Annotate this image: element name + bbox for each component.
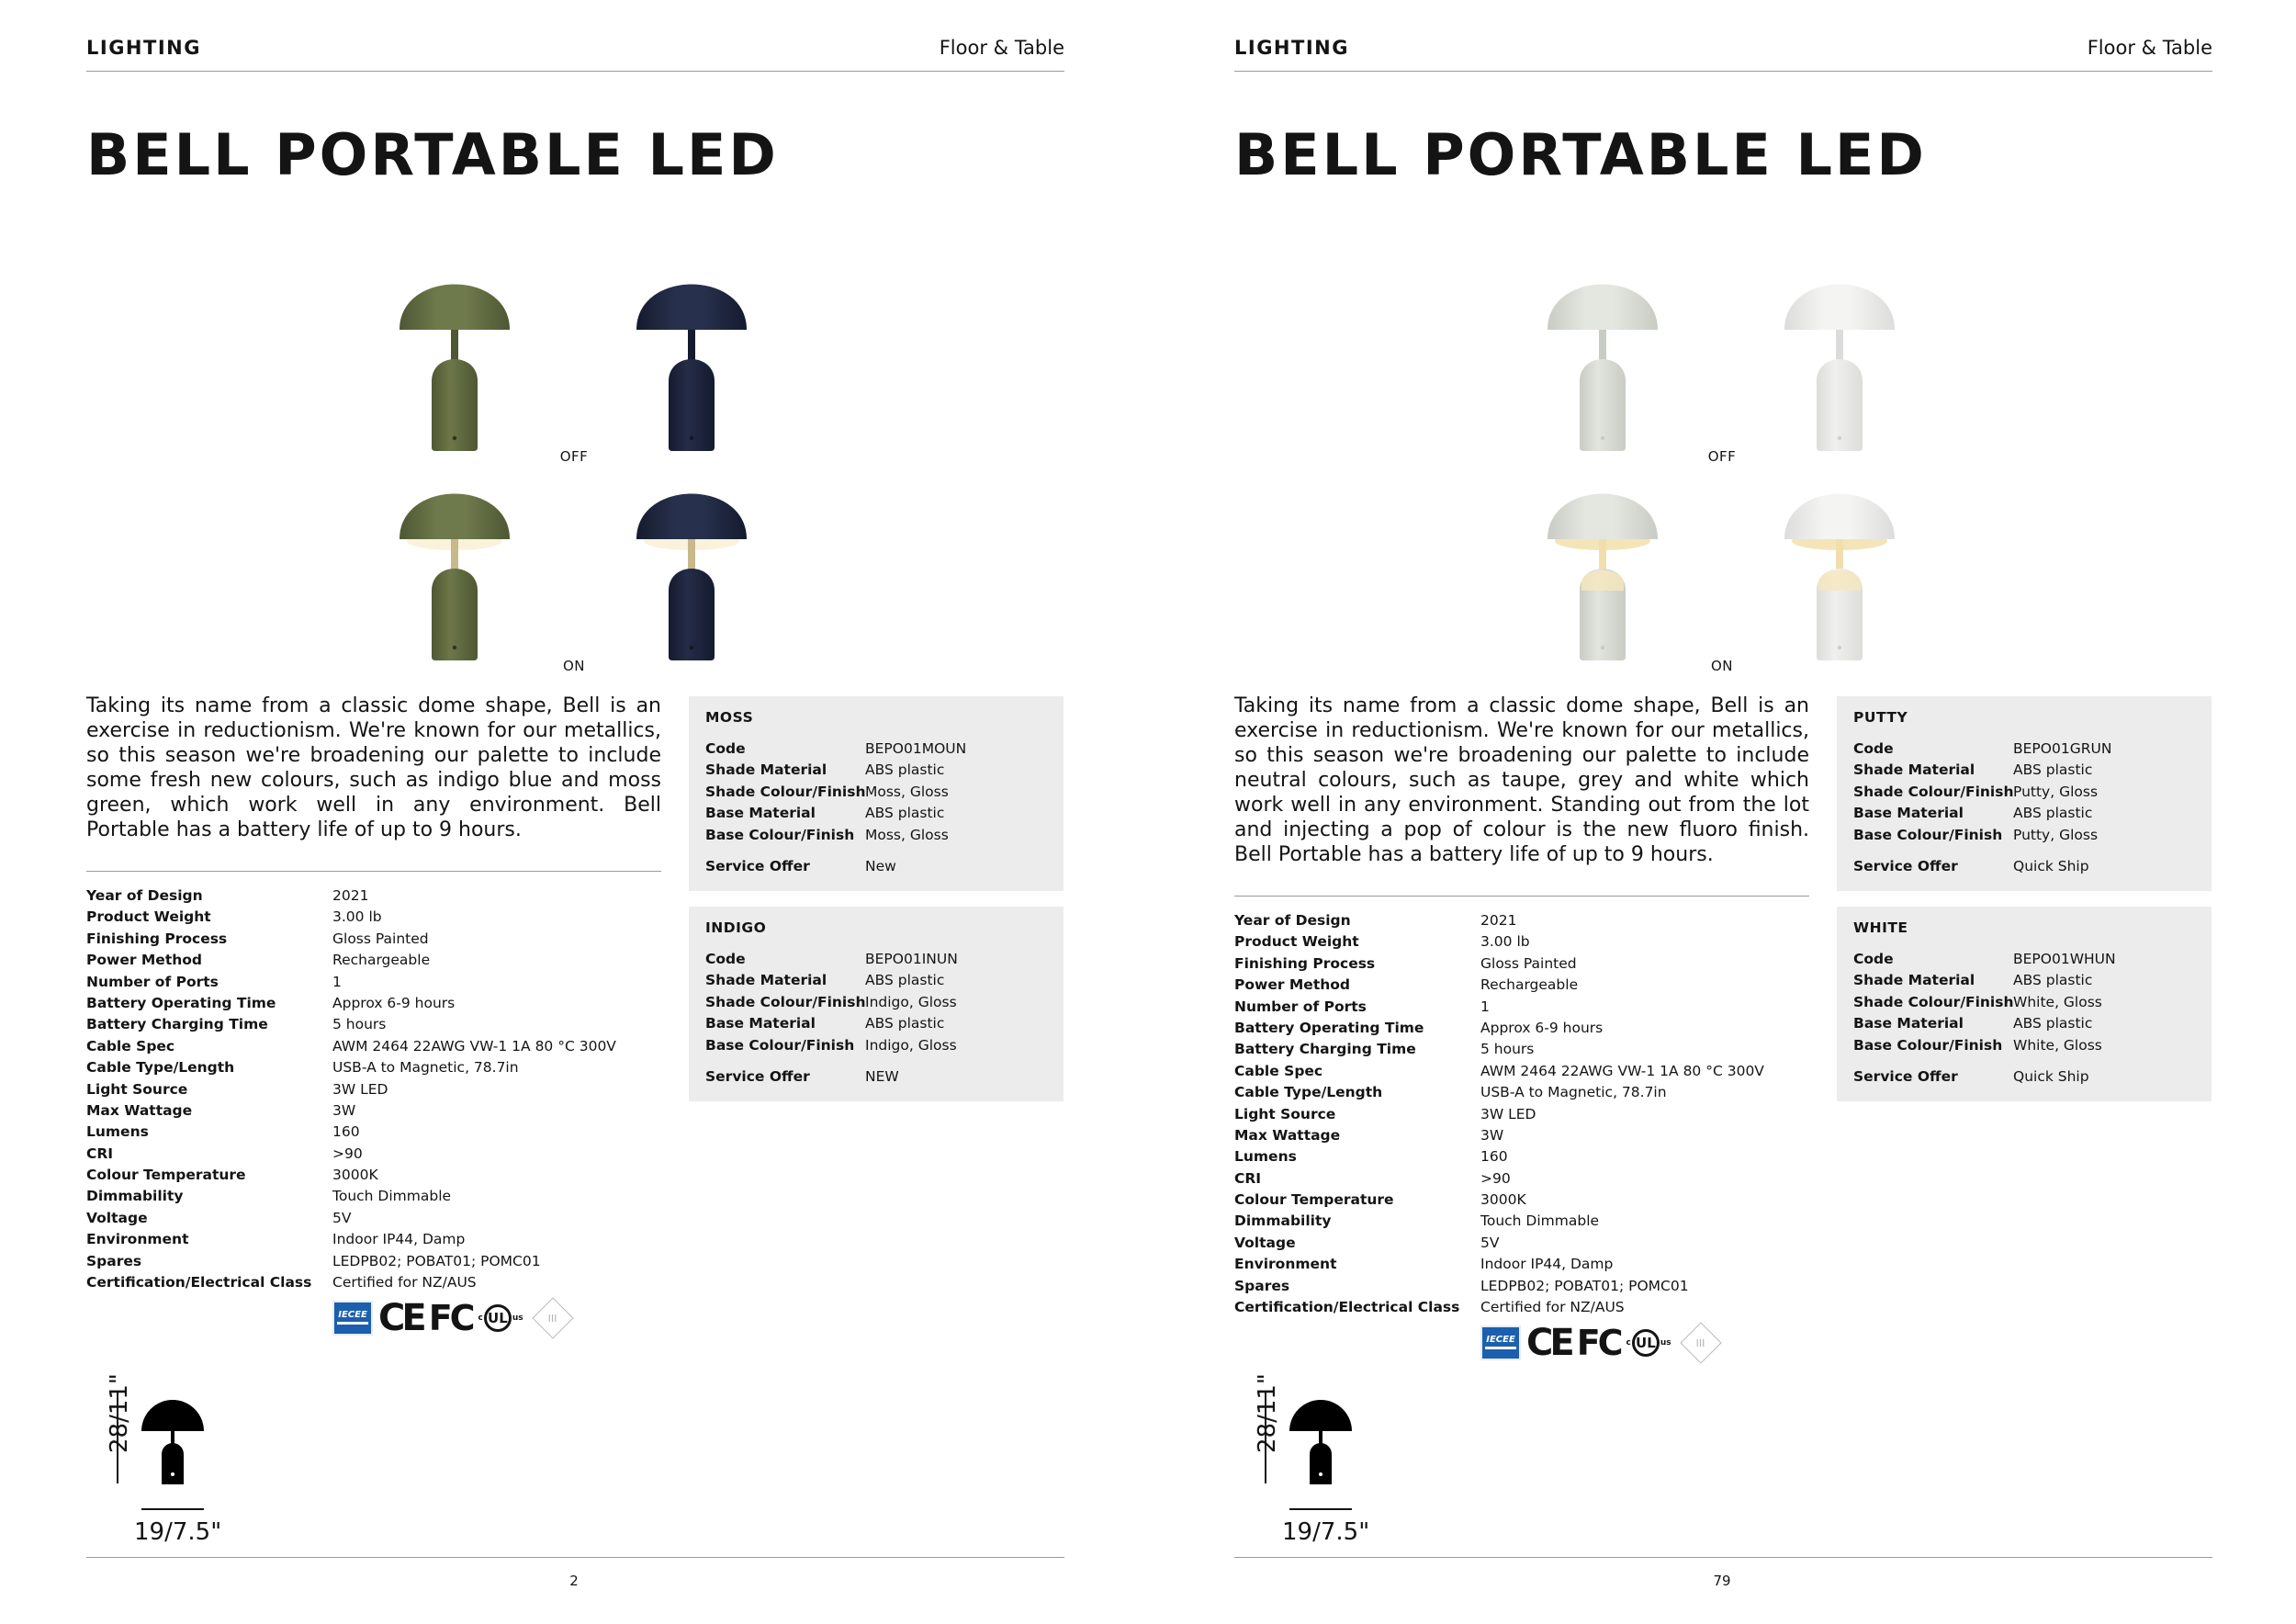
- spec-value: 2021: [332, 887, 369, 904]
- variant-row: [1853, 994, 2212, 1015]
- spec-row: [86, 1102, 674, 1123]
- spec-value: 3.00 lb: [1480, 933, 1530, 951]
- variant-label: Shade Colour/Finish: [705, 783, 866, 800]
- spec-label: Power Method: [1234, 976, 1351, 994]
- variant-value: Putty, Gloss: [2013, 783, 2099, 800]
- spec-label: Battery Charging Time: [86, 1016, 268, 1033]
- variant-label: Service Offer: [705, 1067, 810, 1085]
- spec-label: Cable Type/Length: [86, 1059, 235, 1077]
- spec-label: Lumens: [86, 1123, 149, 1141]
- variant-value: White, Gloss: [2013, 1036, 2102, 1054]
- fcc-mark-icon: FC: [428, 1298, 473, 1338]
- spec-label: Finishing Process: [86, 930, 228, 947]
- lamp-image-putty-on: [1543, 453, 1662, 664]
- spec-value: USB-A to Magnetic, 78.7in: [332, 1059, 519, 1077]
- page-number: 79: [1713, 1573, 1731, 1589]
- spec-label: Environment: [1234, 1256, 1337, 1273]
- spec-value: Approx 6-9 hours: [1480, 1019, 1604, 1036]
- lamp-image-putty-off: [1543, 243, 1662, 455]
- spec-row: [1234, 1191, 1822, 1212]
- spec-row: [86, 1231, 674, 1252]
- variant-name: INDIGO: [705, 919, 767, 936]
- spec-label: Number of Ports: [1234, 998, 1367, 1015]
- spec-label: Cable Spec: [86, 1037, 175, 1054]
- spec-label: CRI: [86, 1145, 114, 1162]
- section-title: LIGHTING: [86, 37, 201, 59]
- variant-row: [1853, 951, 2212, 972]
- variant-label: Base Colour/Finish: [705, 1036, 855, 1054]
- service-offer-row: [705, 858, 1064, 889]
- spec-label: Cable Spec: [1234, 1062, 1323, 1079]
- iecee-logo: IECEE: [1480, 1325, 1521, 1360]
- spec-row: [1234, 1041, 1822, 1062]
- spec-row: [86, 1167, 674, 1188]
- variant-row: [1853, 972, 2212, 993]
- spec-value: Gloss Painted: [332, 930, 429, 947]
- spec-value: >90: [332, 1145, 363, 1162]
- spec-value: 3000K: [1480, 1191, 1526, 1209]
- spec-row: [1234, 1170, 1822, 1191]
- variant-label: Base Material: [1853, 1015, 1964, 1032]
- service-offer-value: NEW: [865, 1067, 899, 1085]
- product-title: BELL PORTABLE LED: [86, 121, 779, 188]
- spec-value: 3W LED: [332, 1080, 388, 1098]
- variant-label: Base Colour/Finish: [705, 826, 855, 843]
- spec-row: [1234, 998, 1822, 1020]
- spec-value: Certified for NZ/AUS: [1480, 1299, 1625, 1316]
- variant-value: ABS plastic: [865, 972, 945, 989]
- lamp-shade: [400, 285, 510, 331]
- spec-value: 2021: [1480, 912, 1517, 929]
- variant-row: [705, 951, 1064, 972]
- class-iii-icon: III: [1680, 1322, 1721, 1363]
- spec-row: [1234, 1212, 1822, 1234]
- spec-label: Spares: [1234, 1277, 1290, 1294]
- state-label-off: OFF: [1707, 448, 1737, 465]
- variant-name: MOSS: [705, 709, 754, 726]
- variant-value: Moss, Gloss: [865, 826, 949, 843]
- spec-row: [1234, 1106, 1822, 1127]
- spec-value: Indoor IP44, Damp: [332, 1231, 466, 1248]
- width-dimension: 19/7.5": [134, 1518, 222, 1546]
- lamp-shade: [1784, 285, 1895, 331]
- spec-row: [86, 995, 674, 1016]
- service-offer-row: [1853, 1068, 2212, 1100]
- variant-value: Indigo, Gloss: [865, 1036, 957, 1054]
- ce-mark-icon: CE: [378, 1297, 423, 1339]
- variant-row: [705, 761, 1064, 783]
- variant-label: Shade Colour/Finish: [1853, 783, 2014, 800]
- spec-row: [86, 1210, 674, 1231]
- variant-value: Indigo, Gloss: [865, 993, 957, 1010]
- spec-row: [86, 1016, 674, 1037]
- spec-label: Number of Ports: [86, 973, 219, 990]
- spec-label: Colour Temperature: [1234, 1191, 1394, 1209]
- variant-label: Shade Colour/Finish: [705, 993, 866, 1010]
- shade-highlight: [422, 271, 468, 285]
- shade-highlight: [1807, 271, 1853, 285]
- lamp-shade: [1548, 494, 1658, 540]
- lamp-stem: [1599, 534, 1606, 572]
- spec-label: CRI: [1234, 1169, 1262, 1187]
- page-header: [86, 37, 1064, 72]
- spec-label: Light Source: [86, 1080, 188, 1098]
- height-dimension: 28/11": [1254, 1373, 1281, 1453]
- product-title: BELL PORTABLE LED: [1234, 121, 1927, 188]
- spec-label: Product Weight: [86, 908, 211, 926]
- variant-value: ABS plastic: [865, 1015, 945, 1032]
- variant-label: Base Material: [705, 805, 816, 822]
- lamp-button: [453, 436, 456, 440]
- variant-card-putty: [1837, 696, 2212, 891]
- variant-value: ABS plastic: [865, 805, 945, 822]
- product-description: Taking its name from a classic dome shape, Bell is an exercise in reductionism. We're known for our metallics, so this season we're broadening our palette to include some fresh new colours, such as indigo blue and moss green, which work well in any environment. Bell Portable has a battery life of up to 9 hours.: [86, 694, 661, 841]
- spec-row: [86, 1274, 674, 1295]
- description-divider: [1234, 896, 1809, 897]
- product-images: [0, 230, 1148, 680]
- shade-highlight: [659, 271, 705, 285]
- spec-row: [86, 1123, 674, 1145]
- state-label-off: OFF: [559, 448, 589, 465]
- variant-label: Shade Colour/Finish: [1853, 993, 2014, 1010]
- lamp-shade: [1784, 494, 1895, 540]
- spec-list: [1234, 912, 1822, 1320]
- lamp-button: [1601, 436, 1604, 440]
- spec-label: Battery Operating Time: [86, 994, 276, 1011]
- variant-row: [1853, 784, 2212, 805]
- variant-label: Code: [1853, 951, 1894, 967]
- shade-highlight: [1807, 480, 1853, 494]
- spec-row: [1234, 933, 1822, 954]
- service-offer-value: New: [865, 857, 896, 874]
- spec-row: [1234, 1256, 1822, 1277]
- shade-highlight: [422, 480, 468, 494]
- lamp-stem: [451, 324, 458, 363]
- lamp-shade: [636, 285, 747, 331]
- spec-row: [1234, 955, 1822, 976]
- variant-row: [705, 1015, 1064, 1036]
- variant-label: Code: [1853, 740, 1894, 757]
- spec-row: [1234, 1127, 1822, 1148]
- lamp-image-moss-off: [395, 243, 514, 455]
- footer-divider: [86, 1557, 1064, 1558]
- variant-value: BEPO01INUN: [865, 951, 958, 967]
- spec-row: [1234, 1063, 1822, 1084]
- variant-value: ABS plastic: [2013, 1015, 2093, 1032]
- variant-label: Shade Material: [1853, 761, 1975, 779]
- spec-label: Year of Design: [1234, 912, 1351, 929]
- spec-row: [1234, 976, 1822, 998]
- variant-value: Putty, Gloss: [2013, 826, 2099, 843]
- product-images: [1148, 230, 2296, 680]
- variant-row: [705, 972, 1064, 993]
- spec-label: Spares: [86, 1252, 142, 1269]
- spec-label: Certification/Electrical Class: [86, 1274, 312, 1291]
- certification-marks: [332, 1297, 568, 1339]
- subsection-title: Floor & Table: [2087, 37, 2212, 59]
- spec-label: Max Wattage: [86, 1101, 193, 1119]
- fcc-mark-icon: FC: [1576, 1323, 1621, 1363]
- lamp-image-moss-on: [395, 453, 514, 664]
- spec-value: 5 hours: [332, 1016, 387, 1033]
- spec-value: 3.00 lb: [332, 908, 382, 926]
- lamp-shade: [400, 494, 510, 540]
- height-dimension: 28/11": [106, 1373, 133, 1453]
- page-number: 2: [569, 1573, 579, 1589]
- variant-value: White, Gloss: [2013, 993, 2102, 1010]
- shade-highlight: [1570, 480, 1616, 494]
- variant-card-indigo: [689, 907, 1064, 1101]
- spec-row: [1234, 1020, 1822, 1041]
- variant-label: Service Offer: [1853, 857, 1958, 874]
- spec-value: Rechargeable: [1480, 976, 1579, 994]
- variant-label: Base Material: [705, 1015, 816, 1032]
- spec-row: [1234, 1148, 1822, 1169]
- service-offer-value: Quick Ship: [2013, 857, 2089, 874]
- spec-value: LEDPB02; POBAT01; POMC01: [1480, 1277, 1689, 1294]
- spec-value: 3W LED: [1480, 1105, 1536, 1122]
- lamp-image-indigo-off: [632, 243, 751, 455]
- footer-divider: [1234, 1557, 2212, 1558]
- spec-value: Rechargeable: [332, 952, 431, 969]
- spec-label: Light Source: [1234, 1105, 1336, 1122]
- spec-label: Cable Type/Length: [1234, 1084, 1383, 1101]
- spec-row: [86, 908, 674, 930]
- lamp-button: [1838, 436, 1841, 440]
- variant-value: BEPO01GRUN: [2013, 740, 2112, 757]
- variant-row: [705, 1037, 1064, 1058]
- variant-card-white: [1837, 907, 2212, 1101]
- spec-value: USB-A to Magnetic, 78.7in: [1480, 1084, 1667, 1101]
- service-offer-row: [1853, 858, 2212, 889]
- spec-row: [86, 1188, 674, 1209]
- variant-value: ABS plastic: [2013, 805, 2093, 822]
- variant-label: Shade Material: [705, 761, 827, 779]
- spec-value: Certified for NZ/AUS: [332, 1274, 477, 1291]
- spec-row: [86, 1145, 674, 1167]
- variant-value: ABS plastic: [2013, 761, 2093, 779]
- variant-row: [705, 740, 1064, 761]
- spec-value: Touch Dimmable: [332, 1188, 452, 1205]
- spec-row: [86, 1253, 674, 1274]
- description-divider: [86, 871, 661, 872]
- spec-row: [86, 1059, 674, 1080]
- variant-label: Base Colour/Finish: [1853, 826, 2003, 843]
- variant-label: Shade Material: [705, 972, 827, 989]
- variant-label: Service Offer: [1853, 1067, 1958, 1085]
- spec-row: [86, 1081, 674, 1102]
- shade-highlight: [659, 480, 705, 494]
- spec-value: 3W: [1480, 1126, 1504, 1144]
- spec-label: Lumens: [1234, 1148, 1297, 1166]
- spec-value: LEDPB02; POBAT01; POMC01: [332, 1252, 541, 1269]
- lamp-stem: [1599, 324, 1606, 363]
- variant-label: Code: [705, 740, 746, 757]
- lamp-stem: [688, 534, 695, 572]
- spec-label: Colour Temperature: [86, 1167, 246, 1184]
- spec-label: Finishing Process: [1234, 954, 1376, 972]
- lamp-button: [453, 646, 456, 649]
- lamp-stem: [1836, 534, 1843, 572]
- variant-value: BEPO01WHUN: [2013, 951, 2116, 967]
- variant-value: Moss, Gloss: [865, 783, 949, 800]
- lamp-image-white-off: [1780, 243, 1899, 455]
- spec-row: [86, 887, 674, 908]
- spec-value: 1: [332, 973, 342, 990]
- spec-label: Max Wattage: [1234, 1126, 1341, 1144]
- variant-label: Code: [705, 951, 746, 967]
- lamp-button: [690, 436, 693, 440]
- spec-label: Year of Design: [86, 887, 203, 904]
- state-label-on: ON: [562, 658, 586, 674]
- variant-row: [1853, 1037, 2212, 1058]
- variant-label: Service Offer: [705, 857, 810, 874]
- variant-value: BEPO01MOUN: [865, 740, 967, 757]
- variant-row: [1853, 761, 2212, 783]
- dimension-diagram: [81, 1373, 264, 1548]
- spec-row: [1234, 1235, 1822, 1256]
- variant-row: [705, 994, 1064, 1015]
- variant-row: [705, 784, 1064, 805]
- variant-value: ABS plastic: [865, 761, 945, 779]
- lamp-image-indigo-on: [632, 453, 751, 664]
- variant-row: [1853, 1015, 2212, 1036]
- spec-label: Power Method: [86, 952, 203, 969]
- state-label-on: ON: [1710, 658, 1734, 674]
- catalog-page-right: [1148, 0, 2296, 1624]
- spec-label: Environment: [86, 1231, 189, 1248]
- lamp-button: [1838, 646, 1841, 649]
- spec-value: 1: [1480, 998, 1490, 1015]
- class-iii-icon: III: [532, 1297, 573, 1338]
- variant-row: [705, 805, 1064, 826]
- iecee-logo: IECEE: [332, 1301, 373, 1336]
- spec-value: 3000K: [332, 1167, 378, 1184]
- spec-value: Approx 6-9 hours: [332, 994, 456, 1011]
- spec-row: [86, 952, 674, 973]
- spec-value: AWM 2464 22AWG VW-1 1A 80 °C 300V: [332, 1037, 616, 1054]
- spec-label: Certification/Electrical Class: [1234, 1299, 1460, 1316]
- variant-row: [1853, 740, 2212, 761]
- page-header: [1234, 37, 2212, 72]
- spec-value: 5 hours: [1480, 1041, 1535, 1058]
- spec-label: Dimmability: [1234, 1212, 1332, 1230]
- lamp-shade: [1548, 285, 1658, 331]
- spec-value: Indoor IP44, Damp: [1480, 1256, 1614, 1273]
- spec-value: >90: [1480, 1169, 1511, 1187]
- spec-label: Battery Charging Time: [1234, 1041, 1416, 1058]
- service-offer-value: Quick Ship: [2013, 1067, 2089, 1085]
- spec-row: [1234, 912, 1822, 933]
- spec-label: Battery Operating Time: [1234, 1019, 1424, 1036]
- subsection-title: Floor & Table: [939, 37, 1064, 59]
- spec-value: 160: [332, 1123, 360, 1141]
- ul-mark-icon: c UL us: [478, 1304, 523, 1332]
- spec-label: Voltage: [86, 1209, 148, 1226]
- spec-value: Touch Dimmable: [1480, 1212, 1600, 1230]
- ce-mark-icon: CE: [1526, 1322, 1571, 1364]
- lamp-stem: [688, 324, 695, 363]
- spec-value: 5V: [332, 1209, 352, 1226]
- variant-label: Base Material: [1853, 805, 1964, 822]
- spec-label: Dimmability: [86, 1188, 184, 1205]
- spec-value: 3W: [332, 1101, 356, 1119]
- variant-row: [1853, 805, 2212, 826]
- spec-row: [1234, 1278, 1822, 1299]
- variant-row: [1853, 827, 2212, 848]
- spec-row: [1234, 1084, 1822, 1105]
- lamp-image-white-on: [1780, 453, 1899, 664]
- spec-label: Voltage: [1234, 1234, 1296, 1251]
- spec-value: Gloss Painted: [1480, 954, 1577, 972]
- variant-name: WHITE: [1853, 919, 1908, 936]
- section-title: LIGHTING: [1234, 37, 1349, 59]
- ul-mark-icon: c UL us: [1626, 1329, 1671, 1357]
- spec-label: Product Weight: [1234, 933, 1359, 951]
- lamp-button: [690, 646, 693, 649]
- dimension-diagram: [1229, 1373, 1412, 1548]
- spec-row: [86, 974, 674, 995]
- variant-label: Shade Material: [1853, 972, 1975, 989]
- product-description: Taking its name from a classic dome shape, Bell is an exercise in reductionism. We're known for our metallics, so this season we're broadening our palette to include neutral colours, such as taupe, grey and white which work well in any environment. Standing out from the lot and injecting a pop of colour is the new fluoro finish. Bell Portable has a battery life of up to 9 hours.: [1234, 694, 1809, 866]
- variant-value: ABS plastic: [2013, 972, 2093, 989]
- certification-marks: [1480, 1322, 1716, 1364]
- lamp-stem: [1836, 324, 1843, 363]
- spec-list: [86, 887, 674, 1295]
- width-dimension: 19/7.5": [1282, 1518, 1370, 1546]
- spec-value: 160: [1480, 1148, 1508, 1166]
- spec-row: [86, 930, 674, 952]
- shade-highlight: [1570, 271, 1616, 285]
- service-offer-row: [705, 1068, 1064, 1100]
- spec-row: [86, 1038, 674, 1059]
- variant-label: Base Colour/Finish: [1853, 1036, 2003, 1054]
- variant-row: [705, 827, 1064, 848]
- lamp-button: [1601, 646, 1604, 649]
- lamp-shade: [636, 494, 747, 540]
- variant-card-moss: [689, 696, 1064, 891]
- spec-row: [1234, 1299, 1822, 1320]
- variant-name: PUTTY: [1853, 709, 1908, 726]
- spec-value: 5V: [1480, 1234, 1500, 1251]
- spec-value: AWM 2464 22AWG VW-1 1A 80 °C 300V: [1480, 1062, 1764, 1079]
- lamp-stem: [451, 534, 458, 572]
